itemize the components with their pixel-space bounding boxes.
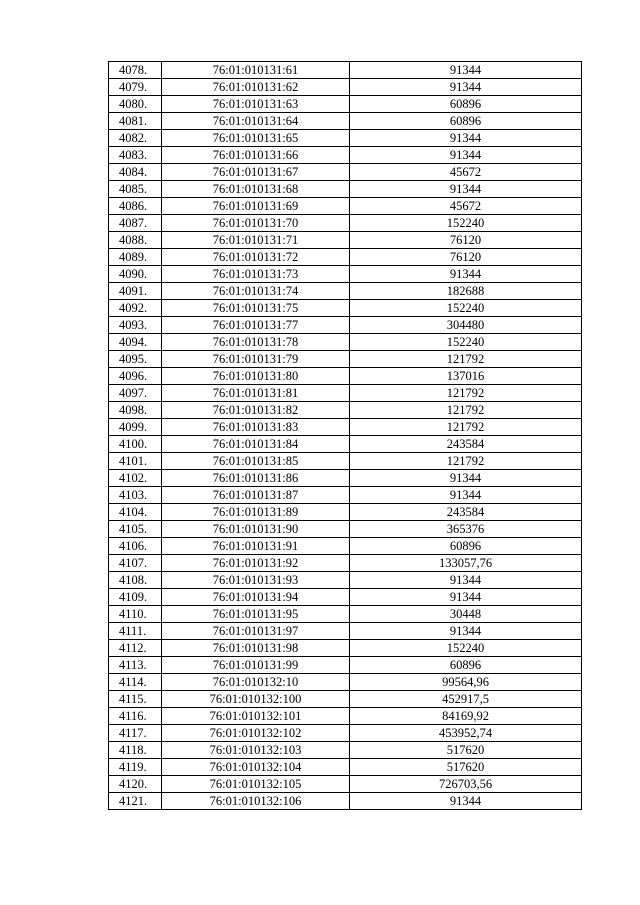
cadastral-number-cell: 76:01:010131:95 <box>162 606 350 623</box>
cadastral-value-cell: 121792 <box>350 351 582 368</box>
cadastral-value-cell: 91344 <box>350 487 582 504</box>
cadastral-number-cell: 76:01:010131:83 <box>162 419 350 436</box>
table-row <box>109 113 582 130</box>
table-row <box>109 436 582 453</box>
cadastral-value-cell: 91344 <box>350 793 582 810</box>
cadastral-value-cell: 91344 <box>350 181 582 198</box>
table-row <box>109 538 582 555</box>
cadastral-value-cell: 121792 <box>350 453 582 470</box>
table-row <box>109 776 582 793</box>
cadastral-value-cell: 60896 <box>350 113 582 130</box>
row-number-cell: 4105. <box>109 521 162 538</box>
row-number-cell: 4094. <box>109 334 162 351</box>
row-number-cell: 4112. <box>109 640 162 657</box>
cadastral-value-cell: 60896 <box>350 657 582 674</box>
row-number-cell: 4092. <box>109 300 162 317</box>
cadastral-value-cell: 243584 <box>350 436 582 453</box>
cadastral-number-cell: 76:01:010132:104 <box>162 759 350 776</box>
cadastral-number-cell: 76:01:010132:10 <box>162 674 350 691</box>
cadastral-value-cell: 121792 <box>350 419 582 436</box>
cadastral-number-cell: 76:01:010132:100 <box>162 691 350 708</box>
cadastral-number-cell: 76:01:010131:79 <box>162 351 350 368</box>
row-number-cell: 4106. <box>109 538 162 555</box>
row-number-cell: 4081. <box>109 113 162 130</box>
cadastral-number-cell: 76:01:010131:70 <box>162 215 350 232</box>
table-row <box>109 79 582 96</box>
table-row <box>109 368 582 385</box>
cadastral-number-cell: 76:01:010131:90 <box>162 521 350 538</box>
table-row <box>109 572 582 589</box>
row-number-cell: 4098. <box>109 402 162 419</box>
cadastral-number-cell: 76:01:010131:73 <box>162 266 350 283</box>
row-number-cell: 4087. <box>109 215 162 232</box>
row-number-cell: 4118. <box>109 742 162 759</box>
row-number-cell: 4091. <box>109 283 162 300</box>
row-number-cell: 4101. <box>109 453 162 470</box>
table-row <box>109 453 582 470</box>
table-row <box>109 470 582 487</box>
table-row <box>109 147 582 164</box>
cadastral-number-cell: 76:01:010131:62 <box>162 79 350 96</box>
table-row <box>109 266 582 283</box>
cadastral-number-cell: 76:01:010131:92 <box>162 555 350 572</box>
cadastral-value-cell: 91344 <box>350 589 582 606</box>
table-row <box>109 555 582 572</box>
cadastral-number-cell: 76:01:010131:98 <box>162 640 350 657</box>
cadastral-number-cell: 76:01:010131:61 <box>162 62 350 79</box>
row-number-cell: 4085. <box>109 181 162 198</box>
cadastral-value-cell: 84169,92 <box>350 708 582 725</box>
cadastral-value-cell: 45672 <box>350 164 582 181</box>
row-number-cell: 4110. <box>109 606 162 623</box>
cadastral-number-cell: 76:01:010131:72 <box>162 249 350 266</box>
table-row <box>109 725 582 742</box>
cadastral-value-cell: 60896 <box>350 96 582 113</box>
cadastral-value-cell: 365376 <box>350 521 582 538</box>
cadastral-number-cell: 76:01:010131:68 <box>162 181 350 198</box>
table-row <box>109 742 582 759</box>
table-row <box>109 198 582 215</box>
row-number-cell: 4086. <box>109 198 162 215</box>
cadastral-number-cell: 76:01:010131:67 <box>162 164 350 181</box>
cadastral-number-cell: 76:01:010131:64 <box>162 113 350 130</box>
cadastral-number-cell: 76:01:010131:89 <box>162 504 350 521</box>
cadastral-value-cell: 452917,5 <box>350 691 582 708</box>
cadastral-number-cell: 76:01:010131:66 <box>162 147 350 164</box>
cadastral-value-cell: 91344 <box>350 623 582 640</box>
row-number-cell: 4100. <box>109 436 162 453</box>
cadastral-number-cell: 76:01:010131:82 <box>162 402 350 419</box>
table-row <box>109 62 582 79</box>
cadastral-value-cell: 152240 <box>350 640 582 657</box>
table-row <box>109 640 582 657</box>
cadastral-number-cell: 76:01:010131:75 <box>162 300 350 317</box>
table-row <box>109 691 582 708</box>
row-number-cell: 4080. <box>109 96 162 113</box>
row-number-cell: 4099. <box>109 419 162 436</box>
cadastral-value-cell: 91344 <box>350 572 582 589</box>
cadastral-value-cell: 517620 <box>350 759 582 776</box>
cadastral-number-cell: 76:01:010131:78 <box>162 334 350 351</box>
row-number-cell: 4097. <box>109 385 162 402</box>
cadastral-number-cell: 76:01:010131:69 <box>162 198 350 215</box>
cadastral-value-cell: 726703,56 <box>350 776 582 793</box>
cadastral-number-cell: 76:01:010132:103 <box>162 742 350 759</box>
row-number-cell: 4119. <box>109 759 162 776</box>
table-row <box>109 623 582 640</box>
row-number-cell: 4121. <box>109 793 162 810</box>
cadastral-number-cell: 76:01:010131:71 <box>162 232 350 249</box>
cadastral-number-cell: 76:01:010131:65 <box>162 130 350 147</box>
table-row <box>109 317 582 334</box>
cadastral-number-cell: 76:01:010132:101 <box>162 708 350 725</box>
row-number-cell: 4102. <box>109 470 162 487</box>
cadastral-number-cell: 76:01:010131:99 <box>162 657 350 674</box>
table-row <box>109 419 582 436</box>
table-row <box>109 283 582 300</box>
cadastral-number-cell: 76:01:010131:80 <box>162 368 350 385</box>
cadastral-value-cell: 243584 <box>350 504 582 521</box>
cadastral-number-cell: 76:01:010131:87 <box>162 487 350 504</box>
cadastral-value-cell: 30448 <box>350 606 582 623</box>
cadastral-number-cell: 76:01:010131:93 <box>162 572 350 589</box>
table-row <box>109 793 582 810</box>
row-number-cell: 4082. <box>109 130 162 147</box>
table-row <box>109 164 582 181</box>
row-number-cell: 4084. <box>109 164 162 181</box>
cadastral-value-cell: 152240 <box>350 215 582 232</box>
row-number-cell: 4079. <box>109 79 162 96</box>
table-row <box>109 130 582 147</box>
row-number-cell: 4090. <box>109 266 162 283</box>
table-row <box>109 385 582 402</box>
cadastral-number-cell: 76:01:010132:102 <box>162 725 350 742</box>
table-row <box>109 487 582 504</box>
cadastral-value-cell: 99564,96 <box>350 674 582 691</box>
row-number-cell: 4108. <box>109 572 162 589</box>
table-row <box>109 181 582 198</box>
cadastral-number-cell: 76:01:010131:63 <box>162 96 350 113</box>
table-row <box>109 606 582 623</box>
cadastral-value-cell: 133057,76 <box>350 555 582 572</box>
table-row <box>109 300 582 317</box>
cadastral-number-cell: 76:01:010131:97 <box>162 623 350 640</box>
row-number-cell: 4107. <box>109 555 162 572</box>
cadastral-value-cell: 453952,74 <box>350 725 582 742</box>
table-row <box>109 96 582 113</box>
row-number-cell: 4096. <box>109 368 162 385</box>
table-row <box>109 232 582 249</box>
row-number-cell: 4117. <box>109 725 162 742</box>
cadastral-value-cell: 91344 <box>350 130 582 147</box>
table-row <box>109 708 582 725</box>
cadastral-number-cell: 76:01:010131:77 <box>162 317 350 334</box>
cadastral-value-cell: 304480 <box>350 317 582 334</box>
row-number-cell: 4083. <box>109 147 162 164</box>
row-number-cell: 4116. <box>109 708 162 725</box>
cadastral-value-cell: 91344 <box>350 62 582 79</box>
row-number-cell: 4088. <box>109 232 162 249</box>
table-row <box>109 215 582 232</box>
row-number-cell: 4078. <box>109 62 162 79</box>
cadastral-value-cell: 76120 <box>350 232 582 249</box>
cadastral-value-table <box>108 61 582 810</box>
cadastral-number-cell: 76:01:010131:74 <box>162 283 350 300</box>
table-row <box>109 657 582 674</box>
cadastral-value-cell: 91344 <box>350 79 582 96</box>
table-row <box>109 249 582 266</box>
cadastral-value-cell: 152240 <box>350 300 582 317</box>
row-number-cell: 4115. <box>109 691 162 708</box>
table-row <box>109 351 582 368</box>
cadastral-number-cell: 76:01:010132:105 <box>162 776 350 793</box>
row-number-cell: 4093. <box>109 317 162 334</box>
cadastral-value-cell: 152240 <box>350 334 582 351</box>
cadastral-value-cell: 91344 <box>350 470 582 487</box>
cadastral-number-cell: 76:01:010131:86 <box>162 470 350 487</box>
table-row <box>109 334 582 351</box>
cadastral-value-cell: 60896 <box>350 538 582 555</box>
cadastral-value-cell: 91344 <box>350 266 582 283</box>
table-row <box>109 589 582 606</box>
cadastral-number-cell: 76:01:010131:91 <box>162 538 350 555</box>
cadastral-number-cell: 76:01:010131:85 <box>162 453 350 470</box>
row-number-cell: 4113. <box>109 657 162 674</box>
row-number-cell: 4111. <box>109 623 162 640</box>
table-row <box>109 674 582 691</box>
row-number-cell: 4104. <box>109 504 162 521</box>
cadastral-value-cell: 517620 <box>350 742 582 759</box>
table-row <box>109 402 582 419</box>
table-row <box>109 759 582 776</box>
cadastral-value-cell: 137016 <box>350 368 582 385</box>
cadastral-value-cell: 76120 <box>350 249 582 266</box>
row-number-cell: 4109. <box>109 589 162 606</box>
cadastral-value-cell: 91344 <box>350 147 582 164</box>
table-row <box>109 521 582 538</box>
cadastral-value-cell: 121792 <box>350 402 582 419</box>
row-number-cell: 4089. <box>109 249 162 266</box>
cadastral-value-cell: 182688 <box>350 283 582 300</box>
row-number-cell: 4120. <box>109 776 162 793</box>
cadastral-value-cell: 45672 <box>350 198 582 215</box>
row-number-cell: 4095. <box>109 351 162 368</box>
table-row <box>109 504 582 521</box>
cadastral-number-cell: 76:01:010131:94 <box>162 589 350 606</box>
cadastral-value-cell: 121792 <box>350 385 582 402</box>
cadastral-number-cell: 76:01:010131:84 <box>162 436 350 453</box>
cadastral-number-cell: 76:01:010131:81 <box>162 385 350 402</box>
table-body <box>109 62 582 810</box>
row-number-cell: 4103. <box>109 487 162 504</box>
cadastral-number-cell: 76:01:010132:106 <box>162 793 350 810</box>
row-number-cell: 4114. <box>109 674 162 691</box>
